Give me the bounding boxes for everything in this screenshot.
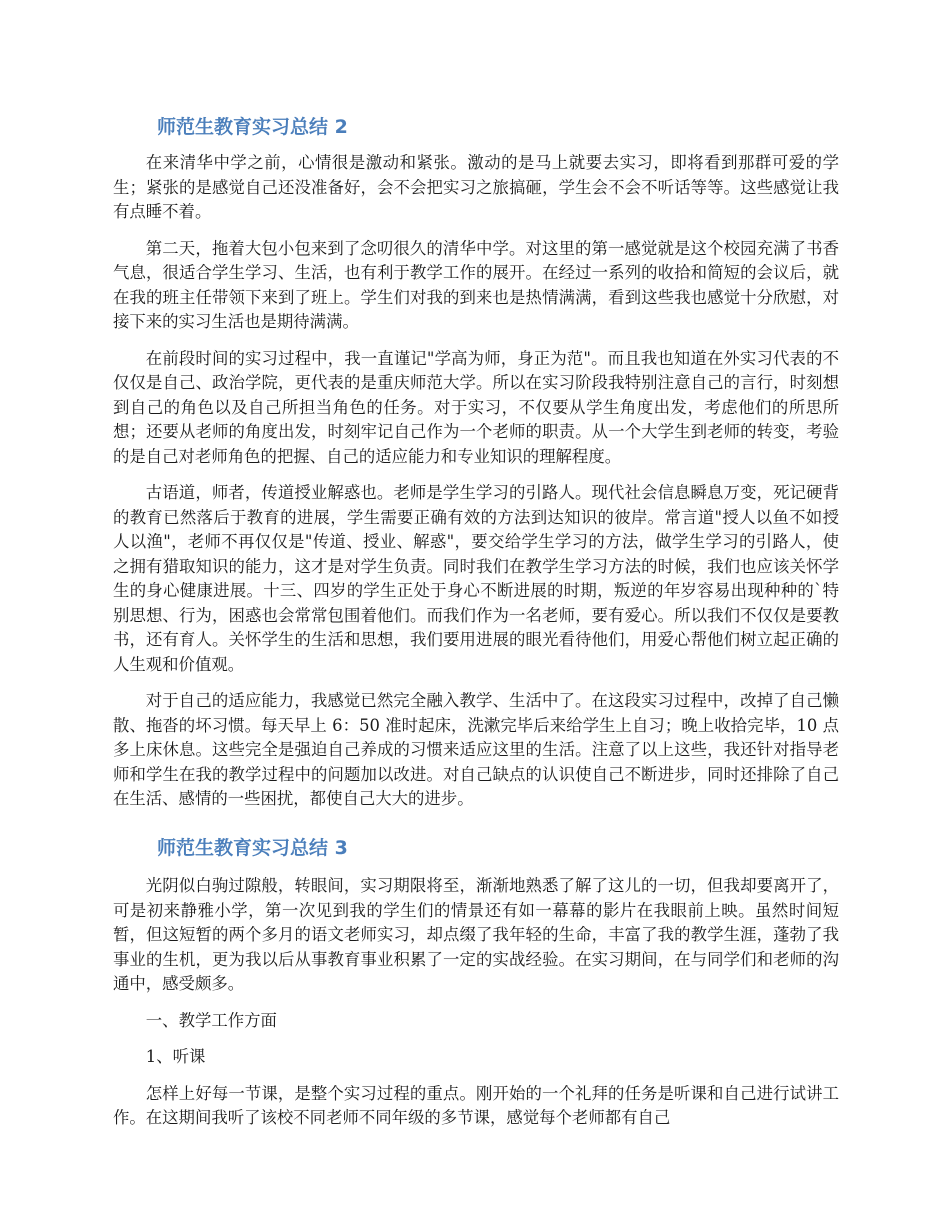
paragraph: 在前段时间的实习过程中，我一直谨记"学高为师，身正为范"。而且我也知道在外实习代表的不仅仅是自己、政治学院，更代表的是重庆师范大学。所以在实习阶段我特别注意自己的言行，时刻想到自己的角色以及自己所担当角色的任务。对于实习，不仅要从学生角度出发，考虑他们的所思所想；还要从老师的角度出发，时刻牢记自己作为一个老师的职责。从一个大学生到老师的转变，考验的是自己对老师角色的把握、自己的适应能力和专业知识的理解程度。 <box>113 348 839 466</box>
paragraph: 对于自己的适应能力，我感觉已然完全融入教学、生活中了。在这段实习过程中，改掉了自己懒散、拖沓的坏习惯。每天早上 6：50 准时起床，洗漱完毕后来给学生上自习；晚上收拾完毕，10 点多上床休息。这些完全是强迫自己养成的习惯来适应这里的生活。注意了以上这些，我还针对指导老师和学生在我的教学过程中的问题加以改进。对自己缺点的认识使自己不断进步，同时还排除了自己在生活、感情的一些困扰，都使自己大大的进步。 <box>113 691 839 808</box>
paragraph: 在来清华中学之前，心情很是激动和紧张。激动的是马上就要去实习，即将看到那群可爱的学生；紧张的是感觉自己还没准备好，会不会把实习之旅搞砸，学生会不会不听话等等。这些感觉让我有点睡不着。 <box>113 153 839 221</box>
paragraph: 光阴似白驹过隙般，转眼间，实习期限将至，渐渐地熟悉了解了这儿的一切，但我却要离开了，可是初来静雅小学，第一次见到我的学生们的情景还有如一幕幕的影片在我眼前上映。虽然时间短暂，但这短暂的两个多月的语文老师实习，却点缀了我年轻的生命，丰富了我的教学生涯，蓬勃了我事业的生机，更为我以后从事教育事业积累了一定的实战经验。在实习期间，在与同学们和老师的沟通中，感受颇多。 <box>113 876 839 993</box>
list-subheading: 1、听课 <box>145 1047 206 1066</box>
list-heading: 一、教学工作方面 <box>145 1010 277 1030</box>
paragraph: 古语道，师者，传道授业解惑也。老师是学生学习的引路人。现代社会信息瞬息万变，死记硬背的教育已然落后于教育的进展，学生需要正确有效的方法到达知识的彼岸。常言道"授人以鱼不如授人以渔"，老师不再仅仅是"传道、授业、解惑"，要交给学生学习的方法，做学生学习的引路人，使之拥有猎取知识的能力，这才是对学生负责。同时我们在教学生学习方法的时候，我们也应该关怀学生的身心健康进展。十三、四岁的学生正处于身心不断进展的时期，叛逆的年岁容易出现种种的`特别思想、行为，困惑也会常常包围着他们。而我们作为一名老师，要有爱心。所以我们不仅仅是要教书，还有育人。关怀学生的生活和思想，我们要用进展的眼光看待他们，用爱心帮他们树立起正确的人生观和价值观。 <box>113 483 839 674</box>
section-3-body <box>113 874 839 1143</box>
paragraph: 怎样上好每一节课，是整个实习过程的重点。刚开始的一个礼拜的任务是听课和自己进行试讲工作。在这期间我听了该校不同老师不同年级的多节课，感觉每个老师都有自己 <box>113 1083 839 1127</box>
section-2-title: 师范生教育实习总结 2 <box>157 116 348 138</box>
section-3-title: 师范生教育实习总结 3 <box>157 837 348 859</box>
paragraph: 第二天，拖着大包小包来到了念叨很久的清华中学。对这里的第一感觉就是这个校园充满了书香气息，很适合学生学习、生活，也有利于教学工作的展开。在经过一系列的收拾和简短的会议后，就在我的班主任带领下来到了班上。学生们对我的到来也是热情满满，看到这些我也感觉十分欣慰，对接下来的实习生活也是期待满满。 <box>113 238 839 331</box>
section-2-body <box>113 151 839 824</box>
